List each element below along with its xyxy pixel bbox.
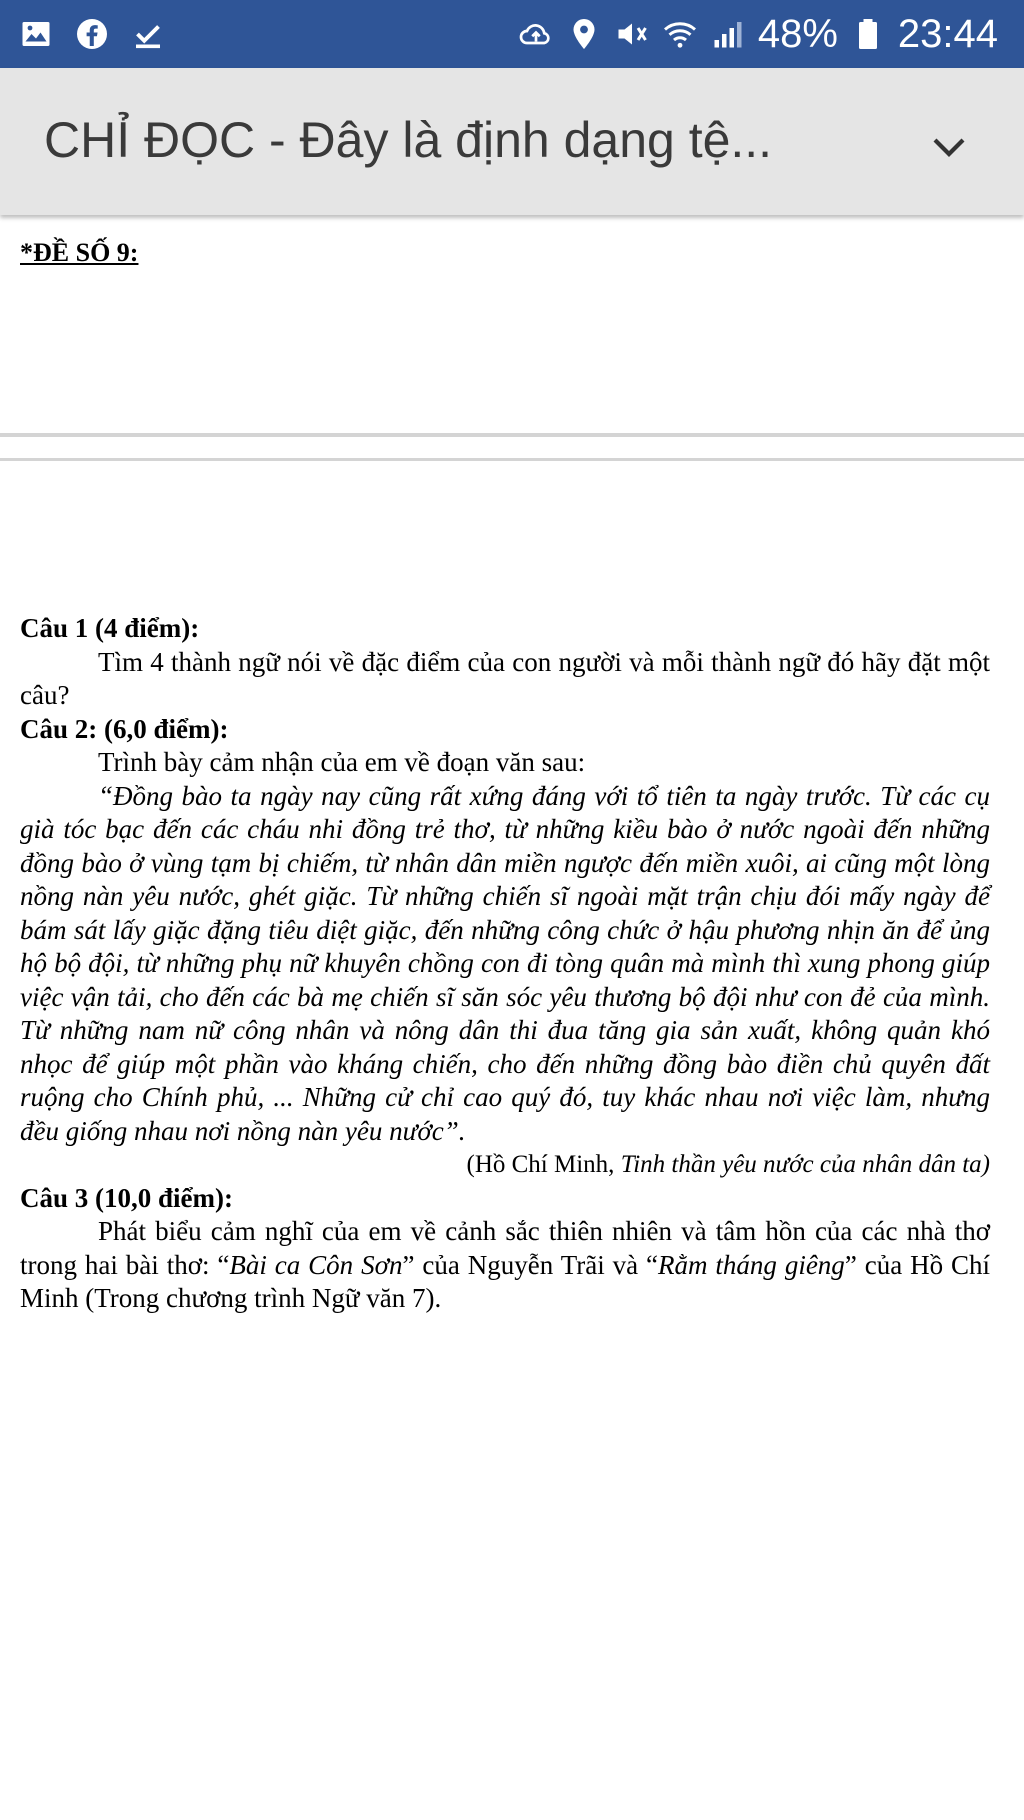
question-3-text-c: ” của Hồ Chí Minh (Trong chương trình Ngữ văn 7). [20,1249,991,1313]
question-1-heading: Câu 1 (4 điểm): [20,613,200,643]
cloud-upload-icon [518,16,554,52]
question-2-heading: Câu 2: (6,0 điểm): [20,713,229,744]
gallery-icon [18,16,54,52]
question-2-quote: “Đồng bào ta ngày nay cũng rất xứng đáng với tổ tiên ta ngày trước. Từ các cụ già tóc bạc đến các cháu nhi đồng trẻ thơ, từ những kiều bào ở nước ngoài đến những đồng bào ở vùng tạm bị chiếm, từ nhân dân miền ngược đến miền xuôi, ai cũng một lòng nồng nàn yêu nước, ghét giặc. Từ những chiến sĩ ngoài mặt trận chịu đói mấy ngày để bám sát lấy giặc đặng tiêu diệt giặc, đến những công chức ở hậu phương nhịn ăn để ủng hộ bộ đội, từ những phụ nữ khuyên chồng con đi tòng quân mà mình thì xung phong giúp việc vận tải, cho đến các bà mẹ chiến sĩ săn sóc yêu thương bộ đội như con đẻ của mình. Từ những nam nữ công nhân và nông dân thi đua tăng gia sản xuất, không quản khó nhọc để giúp một phần vào kháng chiến, cho đến những đồng bào điền chủ quyên đất ruộng cho Chính phủ, ... Những cử chỉ cao quý đó, tuy khác nhau nơi việc làm, nhưng đều giống nhau nơi nồng nàn yêu nước”. [20,780,990,1146]
quote-source [20,1148,990,1182]
document-body [20,612,990,1316]
battery-icon [850,16,886,52]
status-bar-left [18,14,166,54]
question-3-text [20,1215,990,1316]
document-toolbar [0,68,1024,215]
page1-heading: *ĐỀ SỐ 9: [20,238,139,267]
quote-source-work: Tinh thần yêu nước của nhân dân ta) [620,1151,990,1178]
question-3-text-a: Phát biểu cảm nghĩ của em về cảnh sắc thiên nhiên và tâm hồn của các nhà thơ trong hai bài thơ: “ [20,1216,990,1280]
poem-title-2: Rằm tháng giêng [658,1249,845,1280]
download-done-icon [130,16,166,52]
chevron-down-icon[interactable] [928,126,970,168]
question-2-text: Trình bày cảm nhận của em về đoạn văn sau: [98,747,586,777]
page-separator [0,433,1024,437]
page-separator [0,458,1024,461]
mute-icon [614,16,650,52]
wifi-icon [662,16,698,52]
signal-icon [710,16,746,52]
status-bar-right [518,10,998,58]
document-title[interactable]: CHỈ ĐỌC - Đây là định dạng tệ... [44,112,773,168]
question-3-text-b: ” của Nguyễn Trãi và “ [402,1249,658,1280]
question-1-text: Tìm 4 thành ngữ nói về đặc điểm của con người và mỗi thành ngữ đó hãy đặt một câu? [20,646,990,710]
question-3-heading: Câu 3 (10,0 điểm): [20,1182,233,1213]
battery-percent: 48% [757,12,838,56]
status-bar [0,0,1024,68]
clock-time: 23:44 [897,12,998,56]
poem-title-1: Bài ca Côn Sơn [229,1249,403,1280]
quote-source-author: (Hồ Chí Minh, [466,1151,621,1178]
location-icon [566,16,602,52]
facebook-icon [74,16,110,52]
